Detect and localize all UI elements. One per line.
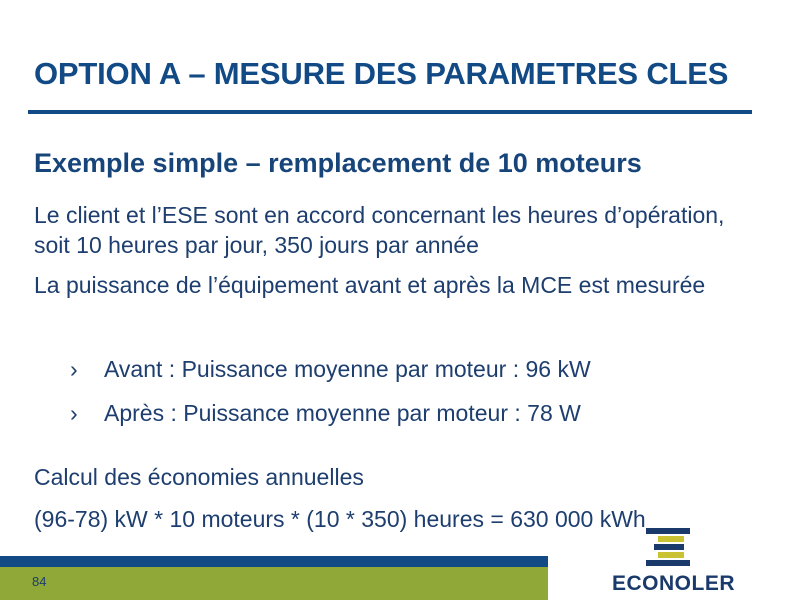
slide-subtitle: Exemple simple – remplacement de 10 moteurs [34,148,642,178]
paragraph-power-measured: La puissance de l’équipement avant et après la MCE est mesurée [34,272,706,298]
page-number: 84 [32,574,47,589]
bullet-item-after [70,400,581,427]
econoler-logo-icon [646,528,690,568]
bullet-chevron-icon: › [70,400,78,426]
calc-formula: (96-78) kW * 10 moteurs * (10 * 350) heures = 630 000 kWh [34,506,646,532]
bullet-item-before [70,356,591,383]
footer-blue-bar [0,556,548,567]
logo-wordmark: ECONOLER [612,572,736,595]
bullet-text: Avant : Puissance moyenne par moteur : 96 kW [104,356,591,382]
paragraph-operating-hours: Le client et l’ESE sont en accord concernant les heures d’opération, soit 10 heures par jour, 350 jours par année [34,202,725,258]
bullet-text: Après : Puissance moyenne par moteur : 78 W [104,400,581,426]
bullet-chevron-icon: › [70,356,78,382]
footer-green-bar [0,567,548,600]
calc-heading: Calcul des économies annuelles [34,464,364,490]
slide-title: OPTION A – MESURE DES PARAMETRES CLES [34,56,729,91]
title-divider [28,110,752,114]
